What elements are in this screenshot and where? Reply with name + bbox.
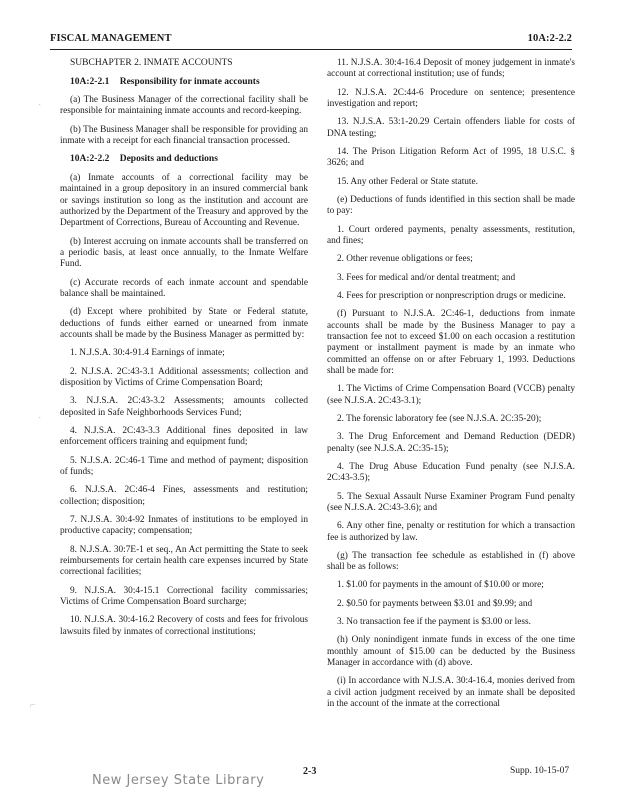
- section-title: Deposits and deductions: [119, 154, 218, 165]
- list-item: 3. Fees for medical and/or dental treatment; and: [337, 272, 516, 283]
- library-watermark: New Jersey State Library: [92, 773, 265, 788]
- margin-mark: ⌐: [30, 700, 36, 711]
- paragraph-s2-h: (h) Only nonindigent inmate funds in excess of the one time monthly amount of $15.00 can be deducted by the Business Manager in accordance with (d) above.: [327, 635, 575, 669]
- list-item: 7. N.J.S.A. 30:4-92 Inmates of institutions to be employed in productive capacity; compensation;: [60, 514, 308, 537]
- section-title: Responsibility for inmate accounts: [119, 76, 260, 87]
- list-item: 5. N.J.S.A. 2C:46-1 Time and method of payment; disposition of funds;: [60, 455, 308, 477]
- list-item: 14. The Prison Litigation Reform Act of 1995, 18 U.S.C. § 3626; and: [327, 146, 575, 169]
- list-item: 4. Fees for prescription or nonprescription drugs or medicine.: [337, 290, 566, 301]
- list-item: 6. N.J.S.A. 2C:46-4 Fines, assessments and restitution; collection; disposition;: [60, 485, 308, 507]
- list-item: 8. N.J.S.A. 30:7E-1 et seq., An Act permitting the State to seek reimbursements for certain health care expenses incurred by State correctional facilities;: [60, 544, 308, 578]
- header-chapter-title: FISCAL MANAGEMENT: [50, 33, 172, 44]
- margin-mark: ˏ: [38, 408, 42, 419]
- section-number: 10A:2-2.2: [70, 154, 110, 165]
- list-item: 2. N.J.S.A. 2C:43-3.1 Additional assessments; collection and disposition by Victims of Crime Compensation Board;: [60, 366, 308, 388]
- paragraph-s2-e: (e) Deductions of funds identified in this section shall be made to pay:: [327, 194, 575, 217]
- list-item: 3. The Drug Enforcement and Demand Reduction (DEDR) penalty (see N.J.S.A. 2C:35-15);: [327, 432, 575, 454]
- list-item: 1. The Victims of Crime Compensation Board (VCCB) penalty (see N.J.S.A. 2C:43-3.1);: [327, 384, 575, 406]
- running-header: [50, 33, 572, 50]
- list-item: 5. The Sexual Assault Nurse Examiner Program Fund penalty (see N.J.S.A. 2C:43-3.6); and: [327, 491, 575, 513]
- supplement-date: Supp. 10-15-07: [510, 766, 570, 776]
- list-item: 4. N.J.S.A. 2C:43-3.3 Additional fines deposited in law enforcement officers training and equipment fund;: [60, 425, 308, 448]
- right-column: [327, 58, 575, 717]
- paragraph-s2-b: (b) Interest accruing on inmate accounts shall be transferred on a periodic basis, at least once annually, to the Inmate Welfare Fund.: [60, 236, 308, 270]
- paragraph-s2-a: (a) Inmate accounts of a correctional facility may be maintained in a group depository in an insured commercial bank or savings institution so long as the institution and account are authorized by the Department of the Treasury and approved by the Department of Corrections, Bureau of Accounting and Revenue.: [60, 173, 308, 229]
- list-item: 15. Any other Federal or State statute.: [337, 176, 478, 187]
- list-item: 3. No transaction fee if the payment is $3.00 or less.: [337, 617, 531, 628]
- paragraph-s2-c: (c) Accurate records of each inmate account and spendable balance shall be maintained.: [60, 277, 308, 299]
- section-heading-2-2-1: [60, 77, 308, 89]
- list-item: 2. The forensic laboratory fee (see N.J.S.A. 2C:35-20);: [337, 413, 542, 424]
- list-item: 11. N.J.S.A. 30:4-16.4 Deposit of money judgement in inmate's account at correctional institution; use of funds;: [327, 58, 575, 80]
- page-number: 2-3: [303, 766, 317, 777]
- list-item: 3. N.J.S.A. 2C:43-3.2 Assessments; amounts collected deposited in Safe Neighborhoods Services Fund;: [60, 396, 308, 418]
- section-heading-2-2-2: [60, 154, 308, 166]
- list-item: 1. Court ordered payments, penalty assessments, restitution, and fines;: [327, 224, 575, 246]
- list-item: 10. N.J.S.A. 30:4-16.2 Recovery of costs and fees for frivolous lawsuits filed by inmates of correctional institutions;: [60, 615, 308, 637]
- list-item: 6. Any other fine, penalty or restitution for which a transaction fee is authorized by law.: [327, 521, 575, 543]
- section-number: 10A:2-2.1: [70, 76, 110, 87]
- margin-mark: ˏ: [38, 95, 42, 106]
- list-item: 2. $0.50 for payments between $3.01 and $9.99; and: [337, 598, 533, 609]
- list-item: 9. N.J.S.A. 30:4-15.1 Correctional facility commissaries; Victims of Crime Compensation Board surcharge;: [60, 585, 308, 607]
- list-item: 12. N.J.S.A. 2C:44-6 Procedure on sentence; presentence investigation and report;: [327, 87, 575, 109]
- header-section-number: 10A:2-2.2: [527, 33, 572, 44]
- paragraph-s2-d: (d) Except where prohibited by State or Federal statute, deductions of funds either earned or unearned from inmate accounts shall be made by the Business Manager as permitted by:: [60, 307, 308, 340]
- list-item: 13. N.J.S.A. 53:1-20.29 Certain offenders liable for costs of DNA testing;: [327, 117, 575, 139]
- paragraph-s2-g: (g) The transaction fee schedule as established in (f) above shall be as follows:: [327, 550, 575, 573]
- list-item: 1. $1.00 for payments in the amount of $10.00 or more;: [337, 580, 544, 591]
- list-item: 4. The Drug Abuse Education Fund penalty (see N.J.S.A. 2C:43-3.5);: [327, 461, 575, 484]
- paragraph-s1-b: (b) The Business Manager shall be responsible for providing an inmate with a receipt for each financial transaction processed.: [60, 124, 308, 147]
- paragraph-s1-a: (a) The Business Manager of the correctional facility shall be responsible for maintaining inmate accounts and record-keeping.: [60, 95, 308, 117]
- page-footer: [0, 766, 618, 796]
- paragraph-s2-f: (f) Pursuant to N.J.S.A. 2C:46-1, deductions from inmate accounts shall be made by the Business Manager to pay a transaction fee not to exceed $1.00 on each occasion a restitution payment or installment payment is made by an inmate who committed an offense on or after February 1, 1993. Deductions shall be made for:: [327, 309, 575, 376]
- list-item: 2. Other revenue obligations or fees;: [337, 254, 473, 265]
- paragraph-s2-i: (i) In accordance with N.J.S.A. 30:4-16.4, monies derived from a civil action judgment received by an inmate shall be deposited in the account of the inmate at the correctional: [327, 676, 575, 710]
- left-column: [60, 58, 308, 645]
- subchapter-heading: SUBCHAPTER 2. INMATE ACCOUNTS: [70, 58, 233, 68]
- list-item: 1. N.J.S.A. 30:4-91.4 Earnings of inmate;: [70, 348, 225, 359]
